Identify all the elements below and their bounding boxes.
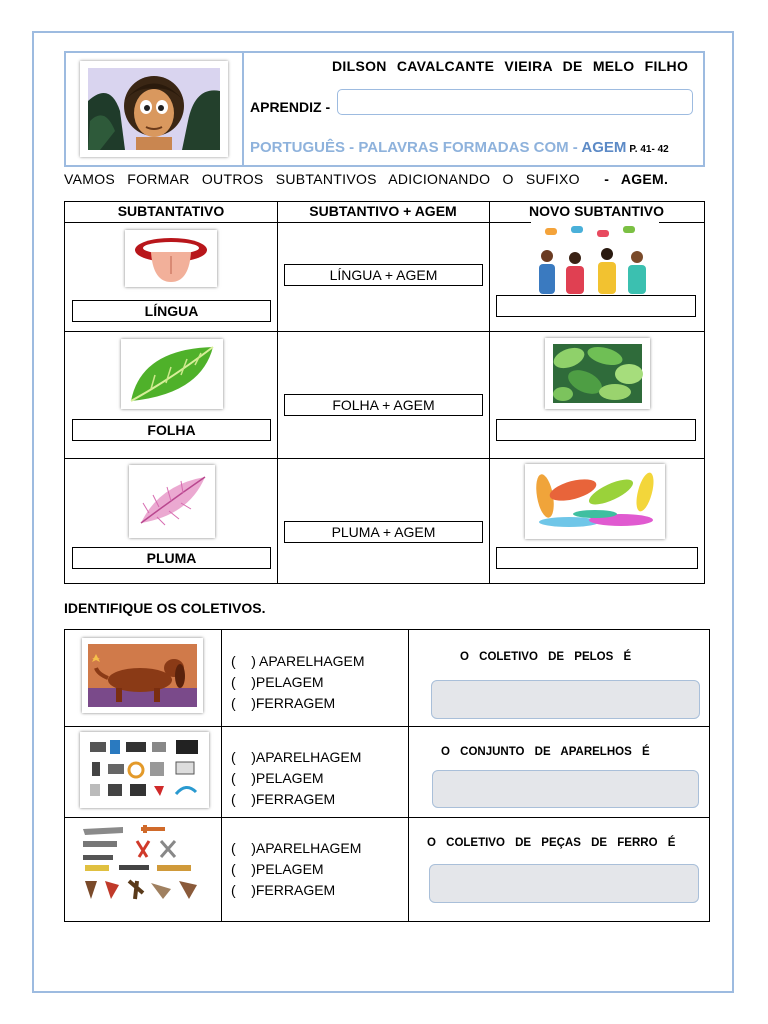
options-list[interactable] <box>231 838 361 901</box>
feathers-image <box>525 464 665 539</box>
option-ferragem[interactable]: ( )FERRAGEM <box>231 791 336 807</box>
header-box <box>64 51 705 167</box>
author-name: DILSON CAVALCANTE VIEIRA DE MELO FILHO <box>332 58 689 74</box>
tongue-image <box>125 230 217 287</box>
column-header: NOVO SUBTANTIVO <box>528 203 665 219</box>
question-text: O COLETIVO DE PELOS É <box>460 651 632 663</box>
formula-label: LÍNGUA + AGEM <box>284 264 483 286</box>
question-text: O CONJUNTO DE APARELHOS É <box>441 746 650 758</box>
leaf-image <box>121 339 223 409</box>
option-pelagem[interactable]: ( )PELAGEM <box>231 674 324 690</box>
formula-label: PLUMA + AGEM <box>284 521 483 543</box>
option-pelagem[interactable]: ( )PELAGEM <box>231 861 324 877</box>
appliances-image <box>80 732 209 808</box>
aprendiz-input[interactable] <box>337 89 693 115</box>
word-label: LÍNGUA <box>72 300 271 322</box>
option-ferragem[interactable]: ( )FERRAGEM <box>231 882 336 898</box>
foliage-image <box>545 338 650 409</box>
tools-image <box>79 823 208 905</box>
word-label: PLUMA <box>72 547 271 569</box>
subject-title: PORTUGUÊS - PALAVRAS FORMADAS COM - AGEM P. 41- 42 <box>250 139 669 156</box>
answer-field[interactable] <box>432 770 699 808</box>
collectives-table <box>64 629 710 922</box>
option-pelagem[interactable]: ( )PELAGEM <box>231 770 324 786</box>
option-ferragem[interactable]: ( )FERRAGEM <box>231 695 336 711</box>
word-formation-table <box>64 201 705 584</box>
feather-image <box>129 465 215 538</box>
options-list[interactable] <box>231 747 361 810</box>
answer-field[interactable] <box>431 680 700 719</box>
instruction-text: VAMOS FORMAR OUTROS SUBTANTIVOS ADICIONANDO O SUFIXO - AGEM. <box>64 171 669 187</box>
cartoon-character-image <box>80 61 228 157</box>
column-header: SUBTANTIVO + AGEM <box>309 203 457 219</box>
answer-field[interactable] <box>496 547 698 569</box>
section-title: IDENTIFIQUE OS COLETIVOS. <box>64 600 266 616</box>
question-text: O COLETIVO DE PEÇAS DE FERRO É <box>427 837 676 849</box>
word-label: FOLHA <box>72 419 271 441</box>
formula-label: FOLHA + AGEM <box>284 394 483 416</box>
option-aparelhagem[interactable]: ( )APARELHAGEM <box>231 749 362 765</box>
answer-field[interactable] <box>429 864 699 903</box>
people-talking-image <box>531 222 659 294</box>
options-list[interactable] <box>231 651 365 714</box>
column-header: SUBTANTATIVO <box>117 203 225 219</box>
aprendiz-label: APRENDIZ - <box>250 99 331 115</box>
option-aparelhagem[interactable]: ( )APARELHAGEM <box>231 840 362 856</box>
answer-field[interactable] <box>496 295 696 317</box>
answer-field[interactable] <box>496 419 696 441</box>
option-aparelhagem[interactable]: ( ) APARELHAGEM <box>231 653 365 669</box>
dog-image <box>82 638 203 713</box>
